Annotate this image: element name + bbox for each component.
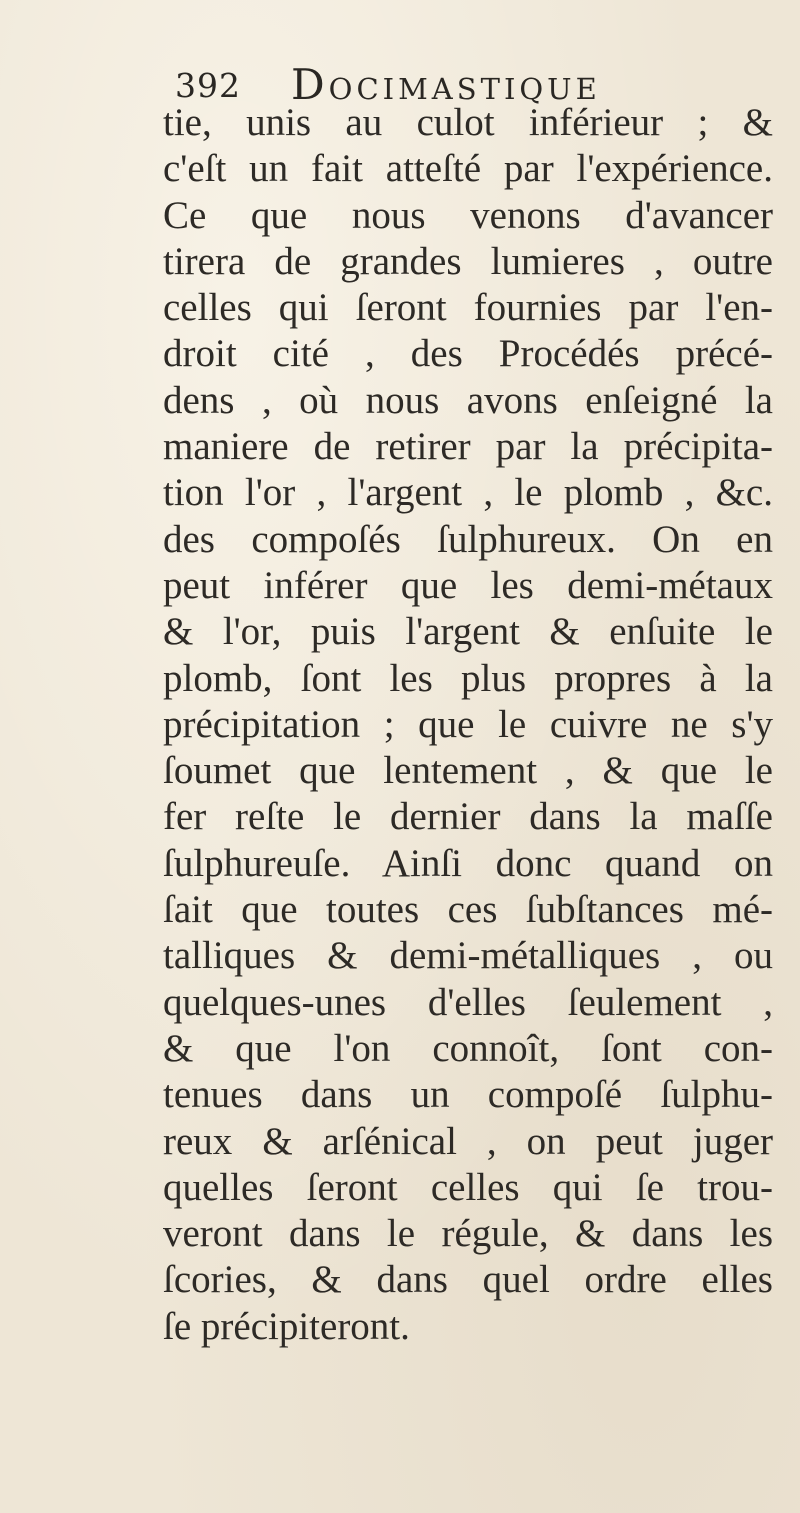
- text-line: tie, unis au culot inférieur ; &: [163, 101, 773, 144]
- text-line: Ce que nous venons d'avancer: [163, 193, 773, 237]
- text-line-last: ſe précipiteront.: [163, 1304, 410, 1348]
- text-line: plomb, ſont les plus propres à la: [163, 656, 773, 700]
- page-number: 392: [175, 66, 241, 105]
- text-line: reux & arſénical , on peut juger: [163, 1119, 773, 1163]
- text-line: des compoſés ſulphureux. On en: [163, 517, 773, 561]
- text-line: & que l'on connoît, ſont con-: [163, 1026, 773, 1070]
- text-line: ſoumet que lentement , & que le: [163, 749, 773, 793]
- text-line: précipitation ; que le cuivre ne s'y: [163, 702, 773, 746]
- text-line: tion l'or , l'argent , le plomb , &c.: [163, 471, 773, 515]
- text-line: dens , où nous avons enſeigné la: [163, 378, 773, 422]
- text-line: droit cité , des Procédés précé-: [163, 332, 773, 376]
- text-line: ſcories, & dans quel ordre elles: [163, 1258, 773, 1302]
- body-text: [163, 100, 773, 1350]
- text-line: veront dans le régule, & dans les: [163, 1212, 773, 1256]
- text-line: ſait que toutes ces ſubſtances mé-: [163, 888, 773, 932]
- text-line: quelles ſeront celles qui ſe trou-: [163, 1165, 773, 1209]
- text-line: peut inférer que les demi-métaux: [163, 563, 773, 607]
- text-line: tirera de grandes lumieres , outre: [163, 239, 773, 283]
- text-line: ſulphureuſe. Ainſi donc quand on: [163, 841, 773, 885]
- text-line: & l'or, puis l'argent & enſuite le: [163, 610, 773, 654]
- text-line: quelques-unes d'elles ſeulement ,: [163, 980, 773, 1024]
- text-line: talliques & demi-métalliques , ou: [163, 934, 773, 978]
- text-line: tenues dans un compoſé ſulphu-: [163, 1073, 773, 1117]
- text-line: maniere de retirer par la précipita-: [163, 425, 773, 469]
- text-line: celles qui ſeront fournies par l'en-: [163, 286, 773, 330]
- running-title: Docimastique: [291, 60, 601, 109]
- text-line: c'eſt un fait atteſté par l'expérience.: [163, 147, 773, 191]
- text-line: fer reſte le dernier dans la maſſe: [163, 795, 773, 839]
